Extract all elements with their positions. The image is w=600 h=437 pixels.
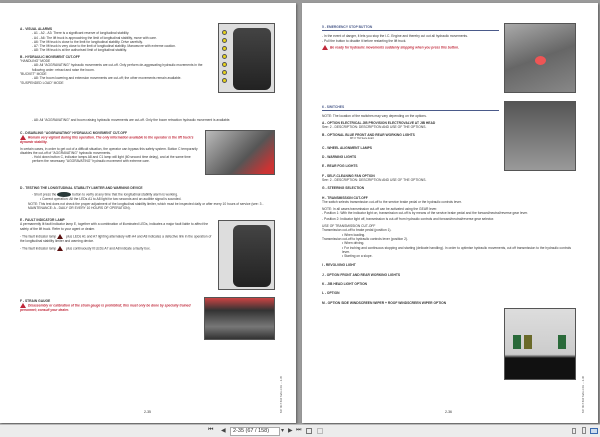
warning-text: Be ready for hydraulic movements suddenly stopping when you press this button. [330, 45, 459, 50]
heading: G - STEERING SELECTION [322, 186, 365, 191]
list-item: - Pull the button to disable it before restarting the lift truck. [322, 38, 407, 43]
text: Transmission cut-off to hydraulic controls lever (position 2). [322, 236, 408, 241]
section-5 [322, 25, 499, 50]
list-item: • When loading. [342, 232, 366, 237]
text: MT-X 732 Serie E-E3 [350, 137, 374, 141]
section-f [20, 297, 200, 313]
button-c-image [205, 130, 275, 175]
side-reference: 647 MLT 634 Turbo LSU ... 2-35 [280, 376, 283, 413]
text: button to verify at any time that the longitudinal stability alarm is working. [72, 192, 178, 197]
heading: C - DISABLING "AGGRAVATING" HYDRAULIC MOVEMENT CUT-OFF [20, 131, 127, 135]
section-b-cont [20, 118, 275, 122]
list-item: - In the event of danger, it lets you stop the I.C. Engine and thereby cut out all hydraulic movements. [322, 34, 468, 39]
emergency-stop-image [504, 23, 576, 93]
continuous-view-icon[interactable] [582, 427, 586, 434]
text: plus continuously lit LEDs A7 and A8 indicate a faulty box. [66, 246, 151, 251]
list-item: - A7: The lift truck is very close to the limit of longitudinal stability. Manoeuvre with extreme caution. [32, 44, 176, 49]
mode-label: "BUCKET" MODE [20, 71, 47, 76]
previous-page-button[interactable]: ◀ [221, 428, 226, 434]
section-heading: 6 - SWITCHES [322, 105, 499, 111]
switches-image-top [504, 101, 576, 171]
paragraph: A permanently lit fault indicator lamp E, together with a combination of illuminated LEDs, indicates a major fault liable to affect the safety of the lift truck. Refer to your agent or dealer. [20, 222, 209, 231]
list-item: - A1 - A2 - A3: There is a significant reserve of longitudinal stability. [32, 31, 130, 36]
heading: M - OPTION SIDE WINDSCREEN WIPER + ROOF WINDSCREEN WIPER OPTION [322, 300, 447, 305]
fit-icon[interactable] [317, 428, 323, 434]
heading: F - SELF-CLEANING FAN OPTION [322, 173, 375, 178]
first-page-button[interactable]: ⏮ [208, 427, 214, 433]
warning-icon [322, 45, 328, 50]
list-item: - A8: The lift truck is at the authorised limit of longitudinal stability. [32, 48, 127, 53]
heading: A - OPTION ELECTRICAL JIB PROVISION ELECTROVALVE AT JIB HEAD [322, 120, 436, 125]
heading: E - FAULT INDICATOR LAMP [20, 218, 65, 222]
text: - The fault indicator lamp [20, 234, 57, 239]
viewer-toolbar [0, 424, 600, 437]
heading: C - WHEEL ALIGNMENT LAMPS [322, 145, 373, 150]
text: The switch selects transmission cut-off to the service brake pedal or the hydraulic controls lever. [322, 199, 462, 204]
page-number: 2-35 [144, 410, 152, 414]
list-item: - A6: The lift truck is close to the limit for longitudinal stability. Drive carefully. [32, 39, 143, 44]
strain-gauge-image [204, 297, 275, 340]
list-item: - A8: All "AGGRAVATING" hydraulic movements are cut-off. Only perform de-aggravating hydraulic movements in the following order: retract and raise the boom. [32, 63, 203, 72]
left-page [0, 3, 296, 423]
list-item: - Position 1: With the indicator light on, transmission cut-off is by means of the service brake pedal and the forward/neutral/reverse gear lever. [322, 211, 528, 216]
section-heading: 5 - EMERGENCY STOP BUTTON [322, 25, 499, 31]
heading: B - HYDRAULIC MOVEMENT CUT-OFF [20, 54, 80, 59]
heading: K - JIB HEAD LIGHT OPTION [322, 282, 368, 287]
alarm-panel-image [218, 23, 275, 93]
list-item: - A4 - A6: The lift truck is approaching the limit of longitudinal stability, move with care. [32, 35, 157, 40]
right-page [302, 3, 598, 423]
section-e [20, 216, 212, 251]
text: - Short press the [32, 192, 57, 197]
single-page-view-icon[interactable] [572, 428, 576, 434]
warning-text: Disassembly or calibration of the strain gauge is prohibited; this must only be done by specially trained personnel; consult your dealer. [20, 303, 191, 313]
rotate-icon[interactable] [306, 428, 312, 434]
stop-button-icon [535, 56, 546, 65]
heading: B - OPTIONAL BLUE FRONT AND REAR WORKING LIGHTS [322, 133, 415, 138]
next-page-button[interactable]: ▶ [288, 428, 293, 434]
note: NOTE: The location of the switches may vary depending on the options. [322, 114, 427, 119]
switches-image-bottom [504, 308, 576, 380]
heading: D - TESTING THE LONGITUDINAL STABILITY LIMITER AND WARNING DEVICE [20, 186, 143, 190]
fault-panel-image [218, 220, 275, 290]
note: NOTE: This test does not check the proper adjustment of the longitudinal stability limiter, which must be inspected daily or after every 10 hours of service (see: 3 - MAINTENANCE: A - DAILY OR EVERY 10 HOURS OF OPERATION). [28, 201, 264, 210]
text: - The fault indicator lamp [20, 246, 57, 251]
list-item: - Hold down button C, indicator lamps A8 and C1 lamp will light (60 second time delay), and at the same time perform the necessary "AGGRAVATING" hydraulic movement with extreme care. [32, 155, 191, 164]
page-number-input[interactable]: 2-35 (67 / 158) [230, 427, 280, 436]
section-c [20, 129, 200, 164]
text: Transmission cut-off to brake pedal (position 1). [322, 228, 392, 233]
heading: E - REAR FOG LIGHTS [322, 164, 358, 169]
list-item: • Starting on a slope. [342, 254, 373, 259]
heading: A - VISUAL ALARMS [20, 27, 53, 31]
side-reference: 647 MLT 634 Turbo LSU ... 2-36 [582, 376, 585, 413]
heading: H - TRANSMISSION CUT-OFF [322, 195, 368, 200]
text: plus LEDs A1 and A7 lighting alternately with A4 and A8 indicates a defective link in the operation of the longitudinal stability limiter and warning device. [20, 234, 212, 243]
list-item: • Correct operation: All the LEDs A1 to A8 light for two seconds and an audible signal is sounded. [40, 197, 182, 202]
heading: D - WARNING LIGHTS [322, 155, 357, 160]
list-item: • When driving. [342, 241, 365, 246]
last-page-button[interactable]: ⏭ [296, 427, 302, 433]
heading: J - OPTION FRONT AND REAR WORKING LIGHTS [322, 272, 401, 277]
list-item: • For inching and continuous stopping and starting (delicate handling). In order to optimise hydraulic movements, cut off transmission to the hydraulic controls lever. [342, 245, 572, 254]
subheading: USE OF TRANSMISSION CUT-OFF [322, 224, 376, 229]
heading: L - OPTION [322, 291, 340, 296]
fault-lamp-icon [57, 246, 63, 251]
heading: F - STRAIN GAUGE [20, 299, 51, 303]
section-a [20, 25, 210, 85]
two-page-view-icon[interactable] [590, 428, 598, 434]
warning-text: Remain very vigilant during this operation. The only information available to the operator is the lift truck's dynamic stability. [20, 135, 194, 145]
section-d [20, 184, 280, 210]
text: See: 2 - DESCRIPTION: DESCRIPTION AND USE OF THE OPTIONS. [322, 177, 427, 182]
list-item: - Position 2: Indicator light off, transmission is cut-off from hydraulic controls and forward/neutral/reverse gear selector. [322, 216, 495, 221]
page-dropdown-button[interactable]: ▾ [281, 428, 285, 434]
heading: I - REVOLVING LIGHT [322, 263, 356, 268]
text: See: 2 - DESCRIPTION: DESCRIPTION AND USE OF THE OPTIONS. [322, 124, 427, 129]
note: NOTE: In all cases transmission cut-off can be activated using the GEAR lever. [322, 207, 438, 212]
list-item: - A8: All "AGGRAVATING" and boom raising hydraulic movements are cut-off. Only the boom retraction hydraulic movement is available. [32, 118, 231, 122]
mode-label: "SUSPENDED LOAD" MODE [20, 80, 64, 85]
paragraph: In certain cases, in order to get out of a difficult situation, the operator can bypass this safety system. Button C temporarily disables the cut-off of "AGGRAVATING" hydraulic movements. [20, 146, 198, 155]
list-item: - A8: The boom lowering and extension movements are cut-off; the other movements remain available. [32, 76, 182, 81]
mode-label: "HANDLING" MODE [20, 59, 51, 64]
page-number: 2-36 [445, 410, 453, 414]
